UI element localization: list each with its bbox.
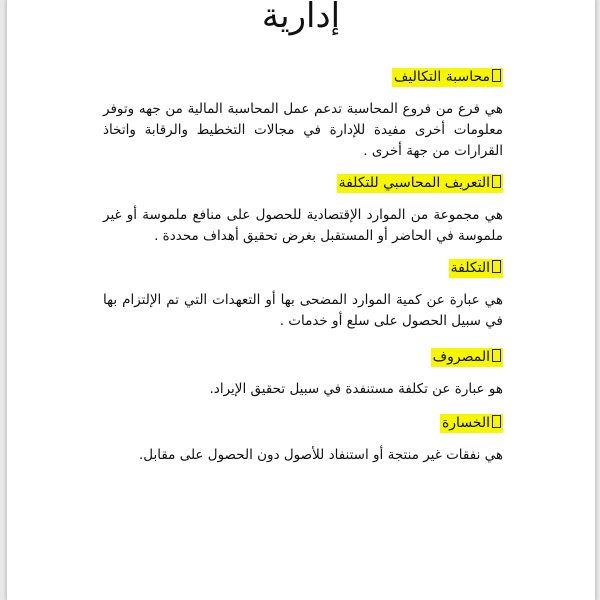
missing-glyph-box-icon	[492, 349, 501, 362]
section-heading: الخسارة	[441, 415, 490, 431]
section-heading-highlight	[337, 174, 503, 193]
section-heading-highlight	[449, 259, 503, 278]
section-heading: المصروف	[432, 349, 490, 365]
section-heading: التعريف المحاسبي للتكلفة	[338, 175, 490, 191]
missing-glyph-box-icon	[492, 69, 501, 82]
section-heading: التكلفة	[450, 260, 490, 276]
section-loss	[103, 412, 503, 466]
section-heading: محاسبة التكاليف	[393, 69, 490, 85]
section-paragraph: هي نفقات غير منتجة أو استنفاد للأصول دون الحصول على مقابل.	[138, 447, 503, 463]
document-title: إدارية	[261, 0, 341, 36]
section-accounting-definition	[103, 172, 503, 247]
document-body	[103, 66, 503, 476]
section-paragraph: هو عبارة عن تكلفة مستنفدة في سبيل تحقيق الإيراد.	[209, 381, 503, 397]
missing-glyph-box-icon	[492, 260, 501, 273]
document-page	[6, 0, 596, 600]
missing-glyph-box-icon	[492, 175, 501, 188]
section-heading-highlight	[440, 414, 503, 433]
missing-glyph-box-icon	[492, 415, 501, 428]
section-paragraph: هي فرع من فروع المحاسبة تدعم عمل المحاسبة المالية من جهه وتوفر معلومات أخرى مفيدة للإدارة في مجالات التخطيط والرقابة واتخاذ القرارات من جهة أخرى .	[103, 101, 503, 159]
section-paragraph: هي عبارة عن كمية الموارد المضحى بها أو التعهدات التي تم الإلتزام بها في سبيل الحصول على سلع أو خدمات .	[103, 292, 503, 329]
section-paragraph: هي مجموعة من الموارد الإقتصادية للحصول على منافع ملموسة أو غير ملموسة في الحاضر أو المستقبل بغرض تحقيق أهداف محددة .	[103, 207, 503, 244]
section-expense	[103, 346, 503, 400]
section-heading-highlight	[392, 68, 503, 87]
section-cost-accounting	[103, 66, 503, 162]
section-cost	[103, 257, 503, 332]
section-heading-highlight	[431, 348, 503, 367]
